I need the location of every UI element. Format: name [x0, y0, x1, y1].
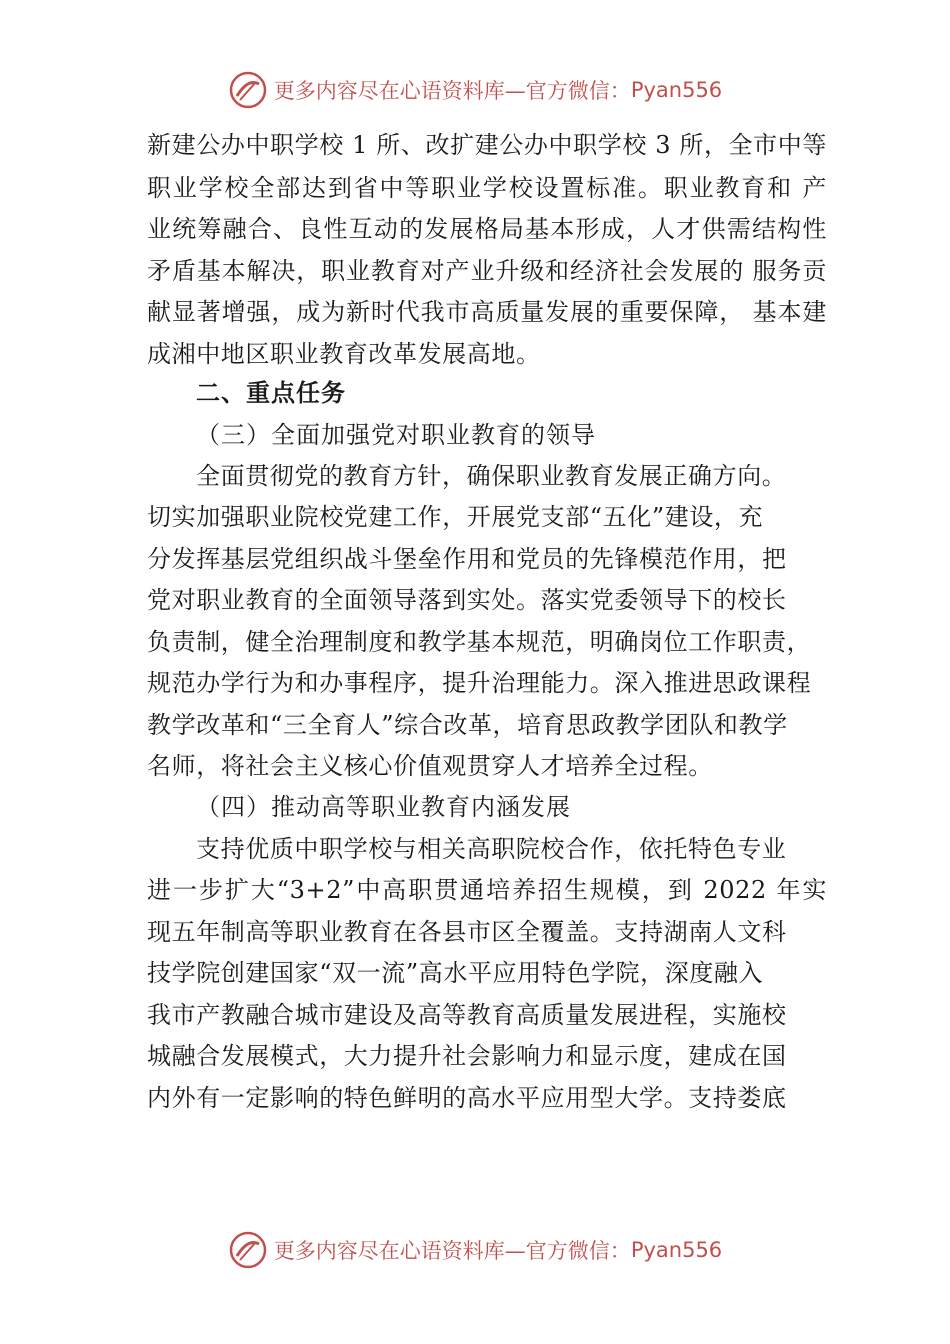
subsection-heading: （三）全面加强党对职业教育的领导 — [196, 421, 596, 449]
subsection-heading: （四）推动高等职业教育内涵发展 — [196, 793, 571, 821]
section-heading: 二、重点任务 — [196, 379, 346, 407]
watermark-text: 更多内容尽在心语资料库—官方微信： — [273, 79, 631, 103]
paragraph-line: 进一步扩大“3+2”中高职贯通培养招生规模，到 2022 年实 — [147, 876, 827, 904]
paragraph-line: 负责制，健全治理制度和教学基本规范，明确岗位工作职责， — [147, 628, 812, 656]
paragraph-line: 矛盾基本解决，职业教育对产业升级和经济社会发展的 服务贡 — [147, 257, 827, 285]
paragraph-line: 全面贯彻党的教育方针，确保职业教育发展正确方向。 — [196, 462, 787, 490]
paragraph-line: 名师，将社会主义核心价值观贯穿人才培养全过程。 — [147, 752, 713, 780]
paragraph-line: 规范办学行为和办事程序，提升治理能力。深入推进思政课程 — [147, 669, 812, 697]
paragraph-line: 内外有一定影响的特色鲜明的高水平应用型大学。支持娄底 — [147, 1084, 787, 1112]
paragraph-line: 新建公办中职学校 1 所、改扩建公办中职学校 3 所，全市中等 — [147, 131, 827, 159]
watermark-text: 更多内容尽在心语资料库—官方微信： — [273, 1239, 631, 1263]
paragraph-line: 技学院创建国家“双一流”高水平应用特色学院，深度融入 — [147, 959, 764, 987]
book-seal-icon — [228, 1230, 268, 1270]
paragraph-line: 支持优质中职学校与相关高职院校合作，依托特色专业 — [196, 835, 787, 863]
watermark-handle: Pyan556 — [630, 78, 723, 102]
paragraph-line: 切实加强职业院校党建工作，开展党支部“五化”建设，充 — [147, 503, 764, 531]
paragraph-line: 城融合发展模式，大力提升社会影响力和显示度，建成在国 — [147, 1042, 787, 1070]
book-seal-icon — [228, 70, 268, 110]
paragraph-line: 我市产教融合城市建设及高等教育高质量发展进程，实施校 — [147, 1001, 787, 1029]
paragraph-line: 分发挥基层党组织战斗堡垒作用和党员的先锋模范作用，把 — [147, 545, 787, 573]
footer-watermark — [0, 1230, 950, 1270]
paragraph-line: 业统筹融合、良性互动的发展格局基本形成，人才供需结构性 — [147, 215, 827, 243]
watermark-handle: Pyan556 — [630, 1238, 723, 1262]
paragraph-line: 职业学校全部达到省中等职业学校设置标准。职业教育和 产 — [147, 174, 827, 202]
paragraph-line: 教学改革和“三全育人”综合改革，培育思政教学团队和教学 — [147, 711, 788, 739]
paragraph-line: 成湘中地区职业教育改革发展高地。 — [147, 340, 541, 368]
paragraph-line: 党对职业教育的全面领导落到实处。落实党委领导下的校长 — [147, 586, 787, 614]
header-watermark — [0, 70, 950, 110]
paragraph-line: 献显著增强，成为新时代我市高质量发展的重要保障， 基本建 — [147, 298, 827, 326]
paragraph-line: 现五年制高等职业教育在各县市区全覆盖。支持湖南人文科 — [147, 918, 787, 946]
